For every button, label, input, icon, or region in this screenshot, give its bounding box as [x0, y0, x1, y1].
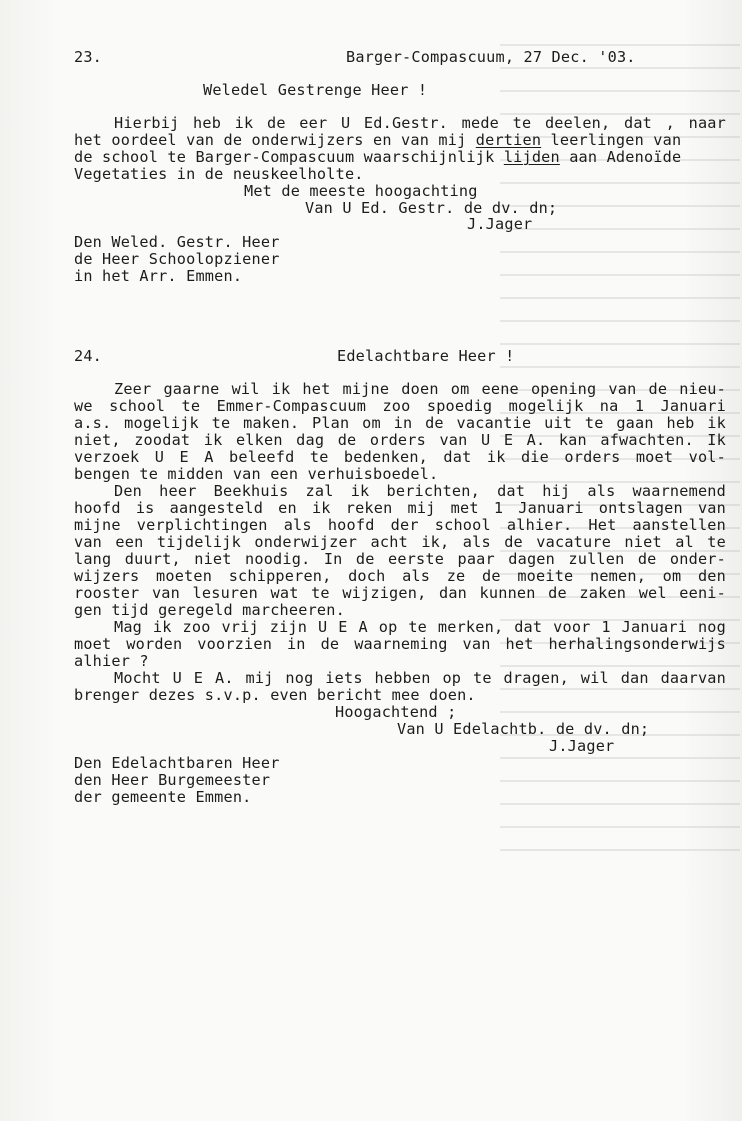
body-line: Vegetaties in de neuskeelholte.: [74, 165, 364, 183]
body-line: Mag ik zoo vrij zijn U E A op te merken, dat voor 1 Januari nog: [114, 618, 726, 636]
body-line: Den heer Beekhuis zal ik berichten, dat hij als waarnemend: [114, 482, 726, 500]
addressee-line: der gemeente Emmen.: [74, 788, 252, 806]
body-line: moet worden voorzien in de waarneming van het herhalingsonderwijs: [74, 635, 726, 653]
salutation: Edelachtbare Heer !: [337, 347, 515, 365]
body-line: verzoek U E A beleefd te bedenken, dat ik die orders moet vol-: [74, 448, 726, 466]
addressee-line: Den Edelachtbaren Heer: [74, 754, 280, 772]
body-line: gen tijd geregeld marcheeren.: [74, 601, 345, 619]
body-line: hoofd is aangesteld en ik reken mij met 1 Januari ontslagen van: [74, 499, 726, 517]
body-line: niet, zoodat ik elken dag de orders van U E A. kan afwachten. Ik: [74, 431, 726, 449]
addressee-line: de Heer Schoolopziener: [74, 250, 280, 268]
closing-line: Van U Ed. Gestr. de dv. dn;: [305, 199, 558, 217]
body-line: brenger dezes s.v.p. even bericht mee doen.: [74, 686, 476, 704]
body-line: alhier ?: [74, 652, 149, 670]
body-line: de school te Barger-Compascuum waarschijnlijk lijden aan Adenoïde: [74, 148, 682, 166]
body-line: het oordeel van de onderwijzers en van mij dertien leerlingen van: [74, 131, 682, 149]
closing-line: Van U Edelachtb. de dv. dn;: [397, 720, 650, 738]
letter-number: 23.: [74, 48, 103, 66]
signature: J.Jager: [467, 215, 533, 233]
body-line: lang duurt, niet noodig. In de eerste paar dagen zullen de onder-: [74, 550, 726, 568]
body-line: van een tijdelijk onderwijzer acht ik, als de vacature niet al te: [74, 533, 726, 551]
signature: J.Jager: [549, 737, 615, 755]
place-date: Barger-Compascuum, 27 Dec. '03.: [346, 48, 636, 66]
body-line: rooster van lesuren wat te wijzigen, dan kunnen de zaken wel eeni-: [74, 584, 726, 602]
body-line: we school te Emmer-Compascuum zoo spoedig mogelijk na 1 Januari: [74, 397, 726, 415]
body-line: Hierbij heb ik de eer U Ed.Gestr. mede te deelen, dat , naar: [114, 114, 726, 132]
body-line: a.s. mogelijk te maken. Plan om in de vacantie uit te gaan heb ik: [74, 414, 726, 432]
body-line: Mocht U E A. mij nog iets hebben op te dragen, wil dan daarvan: [114, 669, 726, 687]
closing-line: Met de meeste hoogachting: [244, 182, 478, 200]
body-line: Zeer gaarne wil ik het mijne doen om eene opening van de nieu-: [114, 380, 726, 398]
salutation: Weledel Gestrenge Heer !: [203, 81, 428, 99]
letter-number: 24.: [74, 347, 103, 365]
body-line: bengen te midden van een verhuisboedel.: [74, 465, 439, 483]
addressee-line: den Heer Burgemeester: [74, 771, 271, 789]
body-line: wijzers moeten schipperen, doch als ze de moeite nemen, om den: [74, 567, 726, 585]
body-line: mijne verplichtingen als hoofd der school alhier. Het aanstellen: [74, 516, 726, 534]
closing-line: Hoogachtend ;: [335, 703, 457, 721]
addressee-line: Den Weled. Gestr. Heer: [74, 233, 280, 251]
addressee-line: in het Arr. Emmen.: [74, 267, 243, 285]
